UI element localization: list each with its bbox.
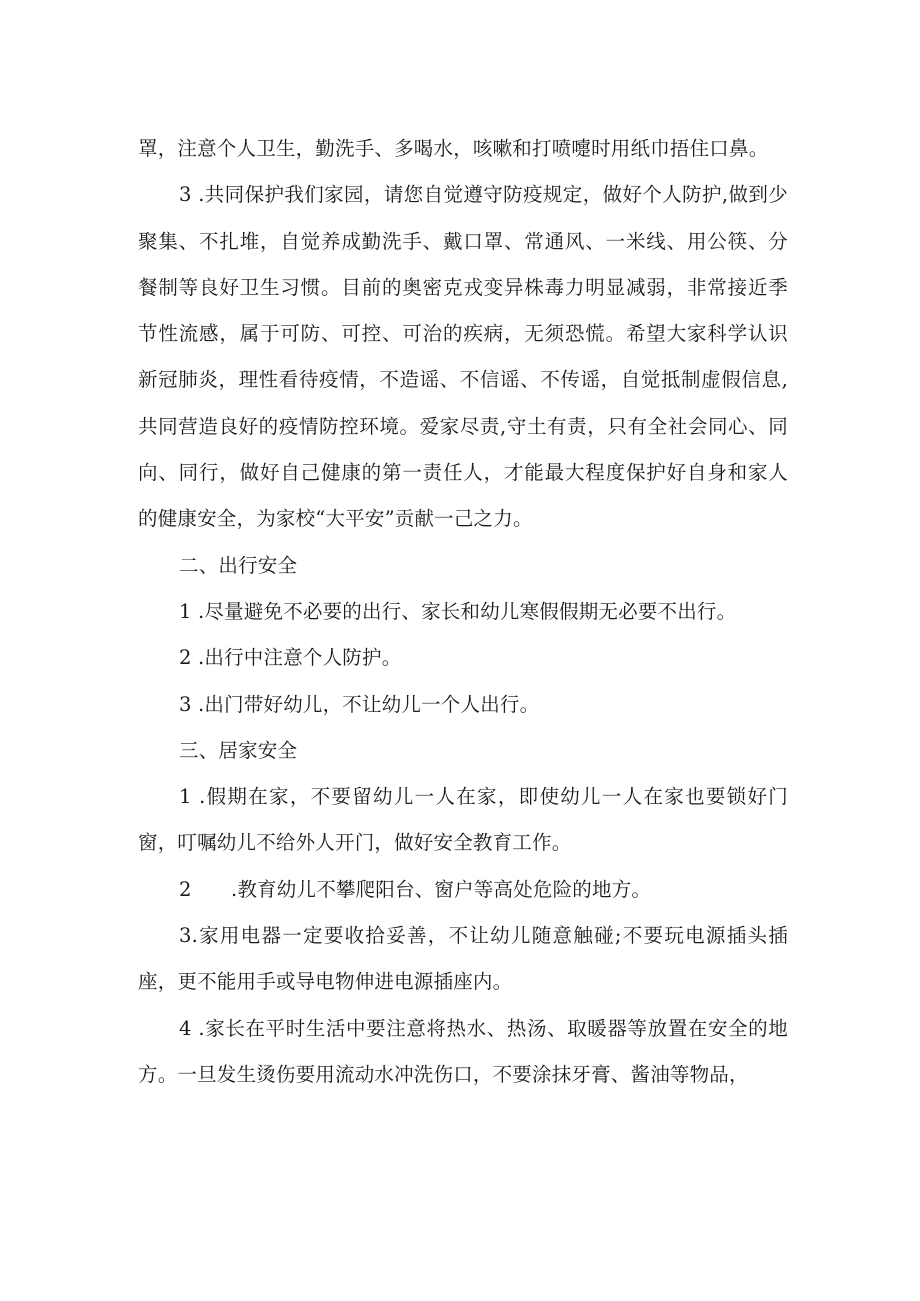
paragraph-continuation: 罩，注意个人卫生，勤洗手、多喝水，咳嗽和打喷嚏时用纸巾捂住口鼻。 [138,137,769,160]
paragraph-home-item-4: 4 .家长在平时生活中要注意将热水、热汤、取暖器等放置在安全的地方。一旦发生烫伤要用流动水冲洗伤口，不要涂抹牙膏、酱油等物品， [138,1016,788,1086]
paragraph-home-item-1: 1 .假期在家，不要留幼儿一人在家，即使幼儿一人在家也要锁好门窗，叮嘱幼儿不给外人开门，做好安全教育工作。 [138,785,788,855]
paragraph-home-item-2: 2 .教育幼儿不攀爬阳台、窗户等高处危险的地方。 [179,877,652,901]
section-heading-home-safety: 三、居家安全 [179,738,298,762]
paragraph-travel-item-3: 3 .出门带好幼儿，不让幼儿一个人出行。 [179,692,540,716]
paragraph-home-item-3: 3.家用电器一定要收拾妥善，不让幼儿随意触碰;不要玩电源插头插座，更不能用手或导电物伸进电源插座内。 [138,924,788,994]
document-body [138,126,788,1098]
section-heading-travel-safety: 二、出行安全 [179,553,298,577]
paragraph-travel-item-2: 2 .出行中注意个人防护。 [179,646,402,670]
paragraph-item-3-protect-home: 3 .共同保护我们家园，请您自觉遵守防疫规定，做好个人防护,做到少聚集、不扎堆，自觉养成勤洗手、戴口罩、常通风、一米线、用公筷、分餐制等良好卫生习惯。目前的奥密克戎变异株毒力明显减弱，非常接近季节性流感，属于可防、可控、可治的疾病，无须恐慌。希望大家科学认识新冠肺炎，理性看待疫情，不造谣、不信谣、不传谣，自觉抵制虚假信息,共同营造良好的疫情防控环境。爱家尽责,守土有责，只有全社会同心、同向、同行，做好自己健康的第一责任人，才能最大程度保护好自身和家人的健康安全，为家校“大平安”贡献一己之力。 [138,183,788,531]
paragraph-travel-item-1: 1 .尽量避免不必要的出行、家长和幼儿寒假假期无必要不出行。 [179,599,737,623]
